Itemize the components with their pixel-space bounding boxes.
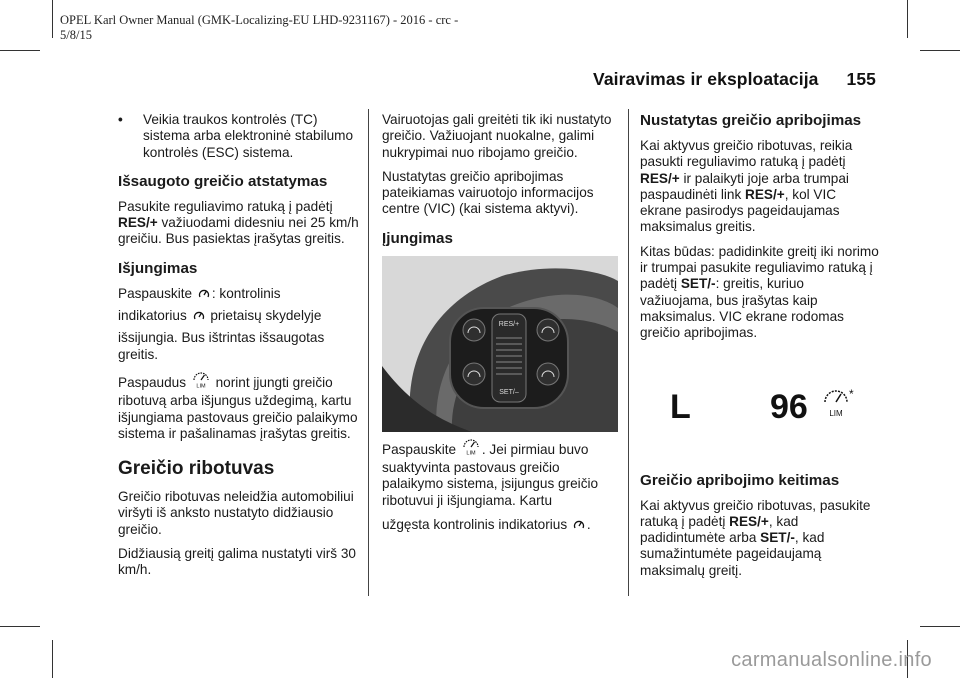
cruise-control-icon — [198, 288, 210, 304]
paragraph — [640, 244, 880, 342]
crop-mark — [52, 0, 53, 38]
crop-mark — [920, 50, 960, 51]
vic-display-image — [640, 370, 880, 460]
meta-line: OPEL Karl Owner Manual (GMK-Localizing-EU LHD-9231167) - 2016 - crc - — [60, 13, 459, 27]
text: ir palaikyti joje arba trumpai paspaudinėti link — [640, 170, 849, 202]
text: Paspaudus — [118, 374, 190, 390]
running-header — [593, 69, 876, 90]
text: indikatorius — [118, 308, 191, 324]
text: , kad sumažintumėte pageidaujamą maksimalų greitį. — [640, 530, 825, 578]
text: Paspauskite — [118, 285, 196, 301]
wheel-set-label: SET/– — [499, 388, 519, 396]
column-2 — [382, 112, 622, 543]
paragraph: Nustatytas greičio apribojimas pateikiamas vairuotojo informacijos centre (VIC) (kai sistema aktyvi). — [382, 168, 594, 217]
column-1 — [118, 112, 366, 587]
paragraph — [640, 138, 880, 236]
text: , kad padidintumėte arba — [640, 513, 799, 546]
text: važiuodami didesniu nei 25 km/h greičiu. Bus pasiektas įrašytas greitis. — [118, 215, 359, 247]
meta-date: 5/8/15 — [60, 28, 92, 42]
steering-wheel-controls-image — [382, 256, 618, 432]
control-label: RES/+ — [640, 170, 680, 186]
paragraph — [118, 199, 366, 248]
crop-mark — [920, 626, 960, 627]
text: užgęsta kontrolinis indikatorius — [382, 516, 571, 532]
text: Kitas būdas: padidinkite greitį iki norimo ir trumpai pasukite reguliavimo ratuką į padėtį — [640, 243, 879, 292]
control-label: RES/+ — [745, 186, 785, 202]
speed-limiter-icon — [192, 371, 210, 393]
heading-set-limit: Nustatytas greičio apribojimas — [640, 112, 862, 129]
display-gear: L — [670, 387, 691, 426]
limiter-icon-text: LIM — [466, 450, 476, 456]
control-label: SET/- — [680, 276, 716, 292]
watermark[interactable]: carmanualsonline.info — [731, 649, 932, 671]
text: . — [586, 516, 591, 532]
heading-change-limit: Greičio apribojimo keitimas — [640, 471, 840, 489]
display-speed: 96 — [770, 387, 808, 426]
crop-mark — [52, 640, 53, 678]
limiter-icon-text: LIM — [196, 383, 206, 389]
paragraph: Didžiausią greitį galima nustatyti virš 30 km/h. — [118, 546, 356, 578]
display-lim: LIM — [829, 408, 843, 418]
column-divider — [368, 109, 369, 596]
cruise-control-icon — [193, 310, 205, 326]
paragraph — [382, 438, 622, 509]
bullet-text: Veikia traukos kontrolės (TC) sistema arba elektroninė stabilumo kontrolės (ESC) sistema. — [143, 112, 354, 160]
bullet: • — [118, 112, 123, 127]
text: Pasukite reguliavimo ratuką į padėtį — [118, 198, 333, 214]
paragraph — [118, 286, 366, 304]
text: , kol VIC ekrane pasirodys pageidaujamas maksimalus greitis. — [640, 186, 840, 235]
column-3 — [640, 112, 880, 587]
text: Paspauskite — [382, 441, 460, 457]
speed-limiter-icon — [462, 438, 480, 460]
paragraph — [118, 371, 366, 442]
document-meta — [60, 13, 520, 43]
list-item — [118, 112, 366, 161]
heading-off: Išjungimas — [118, 259, 198, 277]
wheel-res-label: RES/+ — [498, 320, 520, 328]
control-label: RES/+ — [118, 215, 158, 231]
text: . Jei pirmiau buvo suaktyvinta pastovaus greičio palaikymo sistema, įsijungus greičio ribotuvui ji išjungiama. Kartu — [382, 441, 599, 508]
display-star: * — [849, 386, 854, 401]
text: : greitis, kuriuo važiuojama, bus įrašytas kaip maksimalus. VIC ekrane rodomas greičio apribojimas. — [640, 276, 844, 341]
cruise-control-icon — [573, 519, 585, 535]
control-label: RES/+ — [729, 513, 769, 529]
crop-mark — [907, 0, 908, 38]
heading-resume: Išsaugoto greičio atstatymas — [118, 172, 328, 190]
heading-on: Įjungimas — [382, 229, 453, 247]
paragraph — [118, 308, 366, 326]
paragraph: išsijungia. Bus ištrintas išsaugotas greitis. — [118, 330, 325, 362]
text: : kontrolinis — [211, 285, 281, 301]
crop-mark — [0, 626, 40, 627]
paragraph: Vairuotojas gali greitėti tik iki nustatyto greičio. Važiuojant nuokalne, galimi nukrypimai nuo ribojamo greičio. — [382, 112, 612, 160]
paragraph: Greičio ribotuvas neleidžia automobiliui viršyti iš anksto nustatyto didžiausio greičio. — [118, 489, 354, 537]
text: Kai aktyvus greičio ribotuvas, reikia pasukti reguliavimo ratuką į padėtį — [640, 138, 853, 170]
control-label: SET/- — [760, 530, 795, 546]
section-title: Vairavimas ir eksploatacija — [593, 69, 819, 89]
heading-limiter: Greičio ribotuvas — [118, 458, 275, 480]
page-number: 155 — [846, 69, 876, 89]
paragraph — [640, 498, 880, 579]
text: norint įjungti greičio ribotuvą arba išjungus uždegimą, kartu išjungiama pastovaus greičio palaikymo sistema ir pašalinamas įrašytas greitis. — [118, 374, 358, 441]
text: Kai aktyvus greičio ribotuvas, pasukite ratuką į padėtį — [640, 497, 871, 529]
text: prietaisų skydelyje — [206, 308, 322, 324]
crop-mark — [0, 50, 40, 51]
column-divider — [628, 109, 629, 596]
paragraph — [382, 517, 622, 535]
